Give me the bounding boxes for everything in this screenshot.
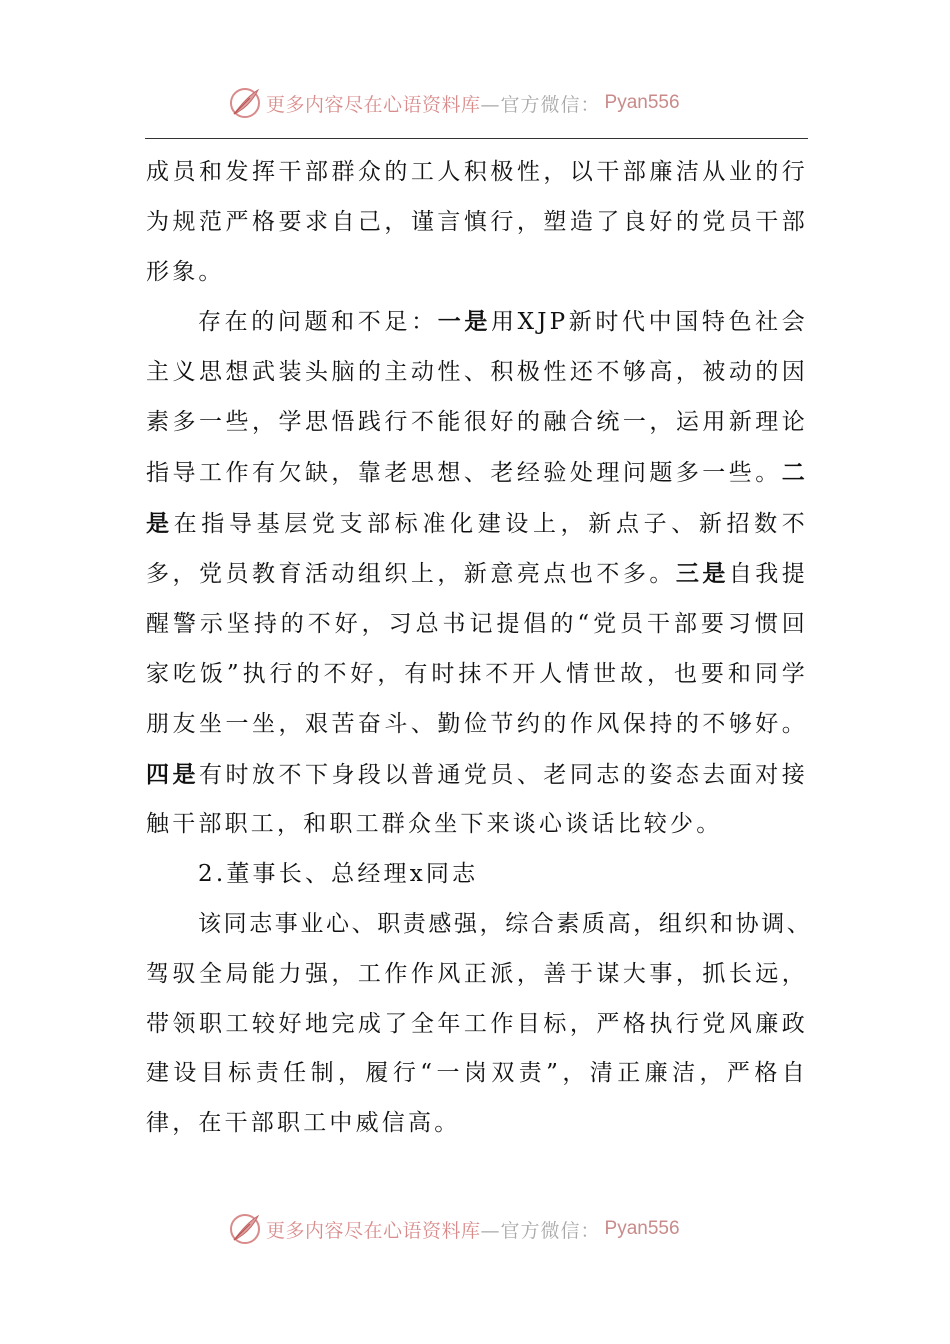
paragraph-problems <box>146 297 808 850</box>
header-brand-text: 更多内容尽在心语资料库 <box>266 93 481 116</box>
point-one-text: 用XJP新时代中国特色社会主义思想武装头脑的主动性、积极性还不够高，被动的因素多一些，学思悟践行不能很好的融合统一，运用新理论指导工作有欠缺，靠老思想、老经验处理问题多一些。 <box>146 309 809 486</box>
footer-brand-text: 更多内容尽在心语资料库 <box>266 1219 481 1242</box>
point-two-label: 二是 <box>146 458 808 537</box>
page-header <box>228 86 748 120</box>
point-four-text: 有时放不下身段以普通党员、老同志的姿态去面对接触干部职工，和职工群众坐下来谈心谈话比较少。 <box>146 761 808 838</box>
point-three-text: 自我提醒警示坚持的不好，习总书记提倡的“党员干部要习惯回家吃饭”执行的不好，有时抹不开人情世故，也要和同学朋友坐一坐，艰苦奋斗、勤俭节约的作风保持的不够好。 <box>146 561 808 737</box>
problems-lead: 存在的问题和不足： <box>198 309 438 336</box>
point-one-label: 一是 <box>437 308 491 336</box>
paragraph-evaluation-first-line: 该同志事业心、职责感强，综合素质高，组织和协调、 <box>198 910 813 937</box>
paragraph-evaluation-rest: 驾驭全局能力强，工作作风正派，善于谋大事，抓长远，带领职工较好地完成了全年工作目标，严格执行党风廉政建设目标责任制，履行“一岗双责”，清正廉洁，严格自律，在干部职工中威信高。 <box>146 960 808 1137</box>
point-three-label: 三是 <box>675 560 729 588</box>
header-wechat-id: Pyan556 <box>604 92 680 113</box>
point-two-text: 在指导基层党支部标准化建设上，新点子、新招数不多，党员教育活动组织上，新意亮点也不多。 <box>146 510 809 588</box>
section-heading: 2.董事长、总经理x同志 <box>198 861 479 888</box>
document-body <box>146 148 813 1149</box>
page-footer <box>228 1212 748 1246</box>
paragraph-continuation: 成员和发挥干部群众的工人积极性，以干部廉洁从业的行为规范严格要求自己，谨言慎行，塑造了良好的党员干部形象。 <box>146 159 808 285</box>
feather-pen-logo-icon <box>228 86 262 120</box>
footer-dash-text: —官方微信： <box>480 1219 601 1242</box>
header-dash-text: —官方微信： <box>480 93 601 116</box>
feather-pen-logo-icon <box>228 1212 262 1246</box>
footer-wechat-id: Pyan556 <box>604 1218 680 1239</box>
point-four-label: 四是 <box>146 760 199 788</box>
header-divider <box>145 138 808 139</box>
